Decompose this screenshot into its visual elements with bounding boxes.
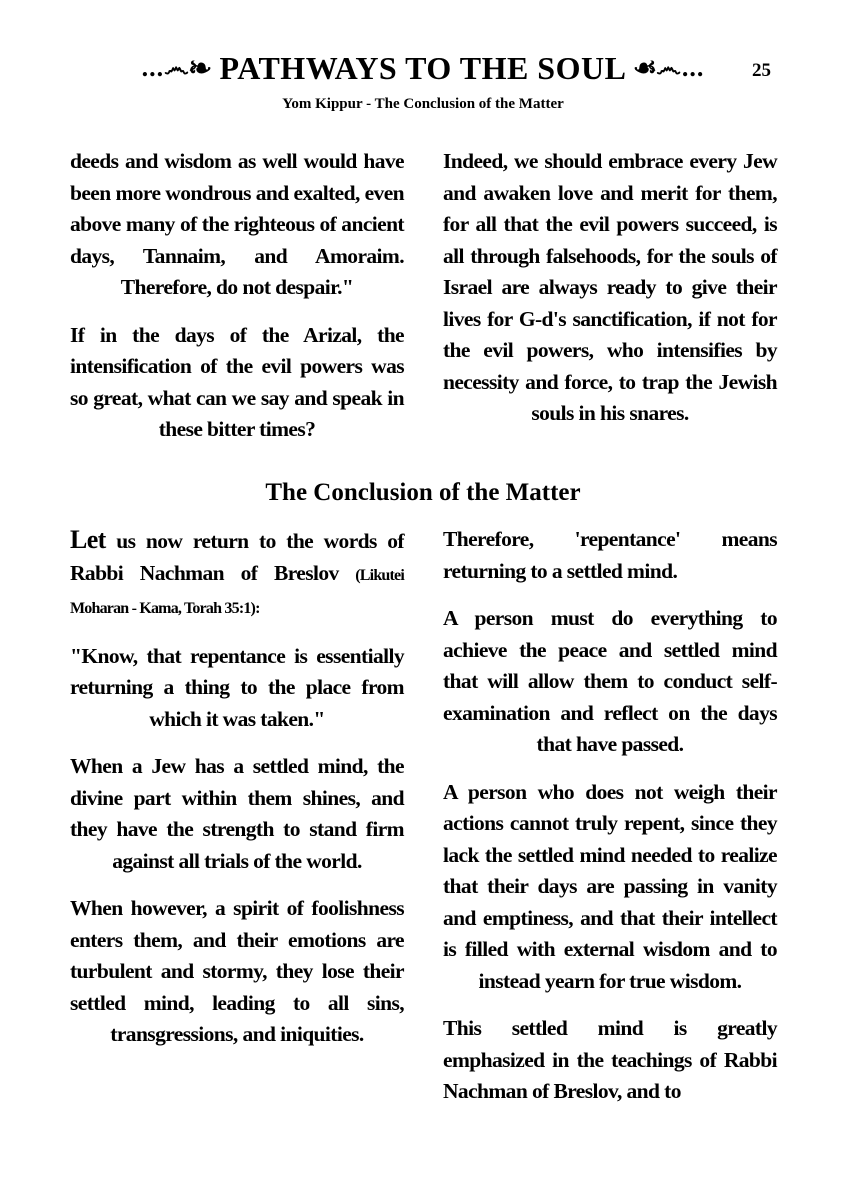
chapter-subtitle: Yom Kippur - The Conclusion of the Matter <box>282 96 564 112</box>
ornament-left-icon: ...෴❧ <box>141 52 212 82</box>
paragraph: A person must do everything to achieve the peace and settled mind that will allow them to conduct self-examination and reflect on the days that have passed. <box>443 606 777 756</box>
bottom-left-column <box>70 524 404 1051</box>
intro-paragraph <box>70 524 404 625</box>
paragraph: This settled mind is greatly emphasized in the teachings of Rabbi Nachman of Breslov, and to <box>443 1016 777 1103</box>
intro-text: us now return to the words of Rabbi Nachman of Breslov <box>70 529 404 585</box>
paragraph: A person who does not weigh their actions cannot truly repent, since they lack the settled mind needed to realize that their days are passing in vanity and emptiness, and that their intellect is filled with external wisdom and to instead yearn for true wisdom. <box>443 779 777 993</box>
paragraph: When however, a spirit of foolishness enters them, and their emotions are turbulent and stormy, they lose their settled mind, leading to all sins, transgressions, and iniquities. <box>70 896 404 1046</box>
top-left-column <box>70 146 404 446</box>
drop-cap: Let <box>70 525 106 554</box>
top-right-column <box>443 146 777 430</box>
page-number: 25 <box>752 60 771 81</box>
section-heading: The Conclusion of the Matter <box>265 479 581 506</box>
running-header <box>0 48 846 88</box>
paragraph: Indeed, we should embrace every Jew and awaken love and merit for them, for all that the evil powers succeed, is all through falsehoods, for the souls of Israel are always ready to give their lives for G-d's sanctification, if not for the evil powers, who intensifies by necessity and force, to trap the Jewish souls in his snares. <box>443 149 777 425</box>
bottom-right-column <box>443 524 777 1108</box>
paragraph: Therefore, 'repentance' means returning to a settled mind. <box>443 527 777 583</box>
paragraph: When a Jew has a settled mind, the divine part within them shines, and they have the strength to stand firm against all trials of the world. <box>70 754 404 873</box>
ornament-right-icon: ☙෴... <box>634 52 705 82</box>
book-title: PATHWAYS TO THE SOUL <box>219 49 627 86</box>
paragraph: deeds and wisdom as well would have been more wondrous and exalted, even above many of the righteous of ancient days, Tannaim, and Amoraim. Therefore, do not despair." <box>70 149 404 299</box>
paragraph: "Know, that repentance is essentially returning a thing to the place from which it was taken." <box>70 643 404 731</box>
source-reference: (Likutei Moharan - Kama, Torah 35:1): <box>70 566 404 617</box>
paragraph: If in the days of the Arizal, the intensification of the evil powers was so great, what can we say and speak in these bitter times? <box>70 322 404 441</box>
